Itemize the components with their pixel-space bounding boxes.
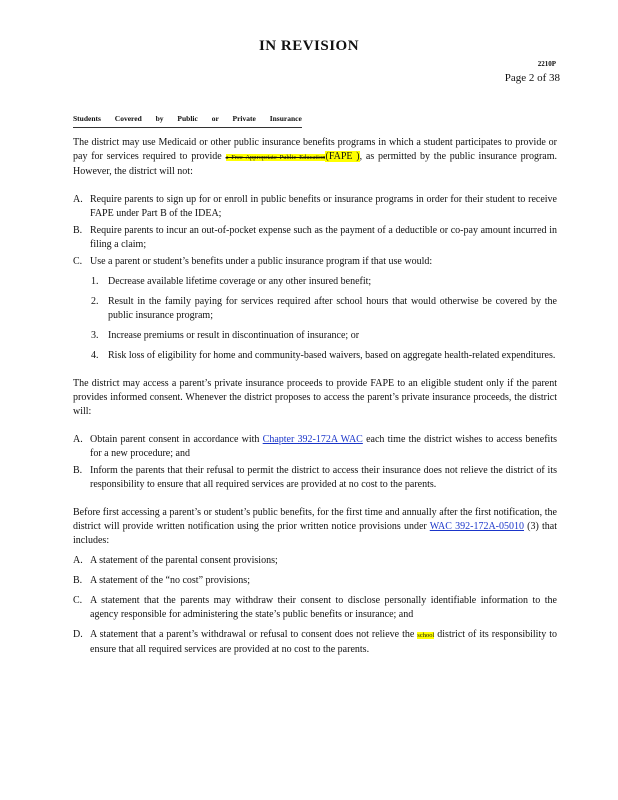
private-insurance-paragraph: The district may access a parent’s private insurance proceeds to provide FAPE to an eligible student only if the parent provides informed consent. Whenever the district proposes to access the parent’s private insurance proceeds, the district will:: [73, 378, 557, 417]
page-number: Page 2 of 38: [504, 72, 560, 84]
list-text: Obtain parent consent in accordance with: [90, 434, 263, 445]
page-title: IN REVISION: [258, 38, 360, 54]
list-text: Inform the parents that their refusal to permit the district to access their insurance does not relieve the district of its responsibility to ensure that all required services are provided at no cost to the parents.: [90, 465, 557, 490]
list-item: [73, 594, 557, 622]
list-item: [73, 255, 557, 269]
list-item: [73, 554, 557, 568]
list-text: A statement that a parent’s withdrawal or refusal to consent does not relieve the: [90, 629, 418, 640]
list-text: A statement that the parents may withdraw their consent to disclose personally identifiable information to the agency responsible for administering the state’s public benefits or insurance; and: [90, 595, 557, 620]
list-label: A.: [73, 434, 83, 445]
list-label: C.: [73, 595, 83, 606]
sub-list-item: [73, 275, 557, 289]
list-item: [73, 464, 557, 492]
struck-text: a Free Appropriate Public Education: [225, 154, 326, 161]
sub-list-label: 3.: [91, 330, 99, 341]
sub-list-label: 2.: [91, 296, 99, 307]
sub-list-text: Result in the family paying for services required after school hours that would otherwise be covered by the public insurance program;: [108, 296, 557, 321]
sub-list-item: [73, 329, 557, 343]
document-body: [73, 112, 557, 660]
wac-chapter-link[interactable]: Chapter 392-172A WAC: [262, 434, 363, 445]
list-text: Use a parent or student’s benefits under a public insurance program if that use would:: [90, 256, 433, 267]
list-item: [73, 574, 557, 588]
intro-text: The district may use Medicaid or other public insurance benefits programs in which a student participates to provide or pay for services required to provide: [73, 137, 557, 162]
intro-paragraph: [73, 136, 557, 179]
list-text-end: district of its responsibility to ensure that all required services are provided at no cost to the parents.: [90, 629, 557, 655]
list-label: B.: [73, 465, 83, 476]
spacer: [73, 366, 557, 377]
list-label: A.: [73, 555, 83, 566]
highlighted-text: (FAPE ): [325, 151, 360, 162]
document-number: 2210P: [537, 60, 556, 68]
sub-list-text: Risk loss of eligibility for home and community-based waivers, based on aggregate health-related expenditures.: [108, 350, 556, 361]
sub-list-item: [73, 349, 557, 363]
spacer: [73, 495, 557, 506]
list-item: [73, 224, 557, 252]
list-text: A statement of the “no cost” provisions;: [90, 575, 250, 586]
list-text: Require parents to incur an out-of-pocket expense such as the payment of a deductible or co-pay amount incurred in filing a claim;: [90, 225, 557, 250]
list-item: [73, 193, 557, 221]
notification-text: Before first accessing a parent’s or student’s public benefits, for the first time and annually after the first notification, the district will provide written notification using the prior written notice provisions under: [73, 507, 557, 532]
list-item: [73, 628, 557, 657]
list-label: C.: [73, 256, 83, 267]
list-label: A.: [73, 194, 83, 205]
intro-text-end: , as permitted by the public insurance program. However, the district will not:: [73, 151, 557, 177]
list-label: D.: [73, 629, 83, 640]
sub-list-text: Increase premiums or result in discontinuation of insurance; or: [108, 330, 360, 341]
highlighted-text: school: [417, 632, 435, 639]
list-text: Require parents to sign up for or enroll in public benefits or insurance programs in order for their student to receive FAPE under Part B of the IDEA;: [90, 194, 557, 219]
section-heading: Students Covered by Public or Private Insurance: [73, 112, 302, 128]
list-text: A statement of the parental consent provisions;: [90, 555, 278, 566]
list-label: B.: [73, 225, 83, 236]
list-label: B.: [73, 575, 83, 586]
wac-section-link[interactable]: WAC 392-172A-05010: [429, 521, 524, 532]
sub-list-item: [73, 295, 557, 323]
sub-list-label: 4.: [91, 350, 99, 361]
sub-list-label: 1.: [91, 276, 99, 287]
list-text-end: each time the district wishes to access benefits for a new procedure; and: [90, 434, 557, 459]
notification-paragraph: [73, 506, 557, 548]
notification-text-end: (3) that includes:: [73, 521, 557, 546]
list-item: [73, 433, 557, 461]
sub-list-text: Decrease available lifetime coverage or any other insured benefit;: [108, 276, 372, 287]
